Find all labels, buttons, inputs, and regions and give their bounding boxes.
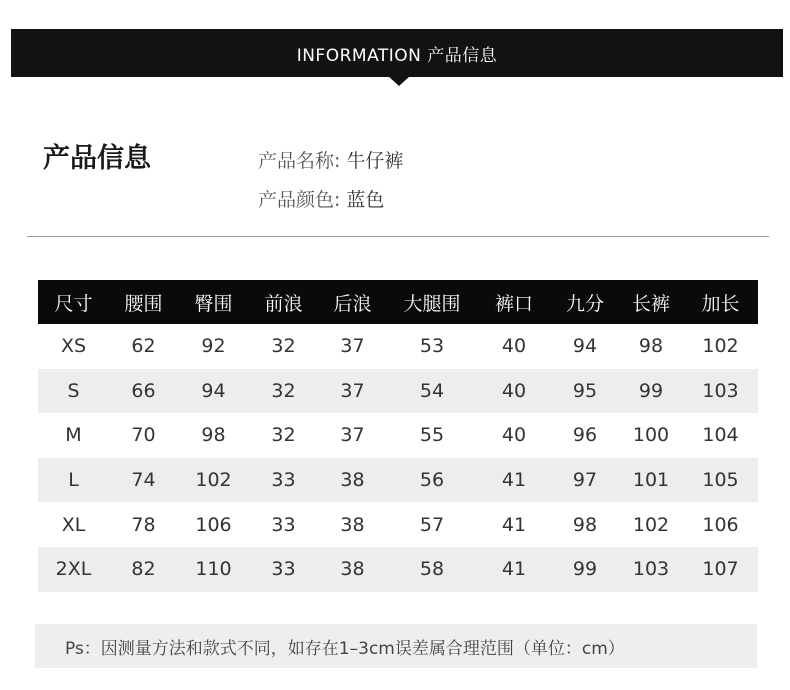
table-cell: 102 (632, 513, 670, 536)
table-cell: 38 (318, 547, 387, 592)
table-cell: 66 (109, 369, 178, 414)
table-cell: 94 (572, 335, 598, 358)
divider (27, 236, 769, 237)
table-cell: 2XL (38, 547, 109, 592)
table-cell: 107 (683, 547, 758, 592)
product-color-value: 蓝色 (346, 189, 385, 211)
table-cell: 32 (271, 335, 296, 358)
table-row (38, 547, 758, 592)
column-header: 长裤 (619, 280, 683, 324)
column-header: 尺寸 (38, 280, 109, 324)
info-banner (11, 29, 783, 77)
size-table (38, 280, 758, 592)
table-cell: XL (61, 513, 86, 536)
table-cell: 32 (249, 369, 318, 414)
table-cell: 41 (477, 547, 551, 592)
product-color-line (258, 181, 403, 220)
table-cell: 78 (131, 513, 156, 536)
table-cell: 70 (131, 424, 156, 447)
table-cell: S (38, 369, 109, 414)
table-cell: 58 (387, 547, 477, 592)
table-cell: 106 (702, 513, 739, 536)
table-cell: 53 (419, 335, 445, 358)
table-cell: 82 (109, 547, 178, 592)
column-header: 加长 (683, 280, 758, 324)
table-cell: 102 (178, 458, 249, 503)
table-cell: 94 (178, 369, 249, 414)
table-cell: 103 (619, 547, 683, 592)
table-row (38, 502, 758, 547)
column-header: 裤口 (477, 280, 551, 324)
column-header: 臀围 (178, 280, 249, 324)
table-header-row (38, 280, 758, 324)
table-cell: 101 (619, 458, 683, 503)
table-cell: 41 (477, 458, 551, 503)
table-cell: 57 (419, 513, 445, 536)
table-cell: 38 (340, 513, 365, 536)
table-cell: 56 (387, 458, 477, 503)
column-header: 大腿围 (387, 280, 477, 324)
table-cell: 95 (551, 369, 619, 414)
table-cell: 33 (249, 458, 318, 503)
table-cell: 33 (249, 547, 318, 592)
table-cell: 99 (551, 547, 619, 592)
table-cell: 54 (387, 369, 477, 414)
column-header: 九分 (551, 280, 619, 324)
table-row (38, 369, 758, 414)
table-cell: 96 (572, 424, 598, 447)
product-name-label: 产品名称: (258, 150, 341, 172)
table-cell: 105 (683, 458, 758, 503)
product-info (258, 142, 403, 220)
product-color-label: 产品颜色: (258, 189, 341, 211)
column-header: 后浪 (318, 280, 387, 324)
banner-title: INFORMATION 产品信息 (296, 45, 498, 66)
table-cell: 40 (501, 424, 527, 447)
column-header: 腰围 (109, 280, 178, 324)
product-name-value: 牛仔裤 (346, 150, 404, 172)
measurement-note-text: Ps：因测量方法和款式不同，如存在1–3cm误差属合理范围（单位：cm） (65, 638, 625, 659)
banner-arrow (388, 76, 410, 86)
measurement-note (35, 624, 757, 668)
table-row (38, 324, 758, 369)
table-cell: 40 (501, 335, 527, 358)
table-cell: 55 (419, 424, 445, 447)
table-cell: 106 (195, 513, 232, 536)
table-cell: 99 (619, 369, 683, 414)
table-cell: 37 (340, 424, 365, 447)
table-cell: 98 (638, 335, 664, 358)
info-heading: 产品信息 (43, 143, 151, 174)
column-header: 前浪 (249, 280, 318, 324)
table-cell: 98 (572, 513, 598, 536)
table-cell: 102 (702, 335, 739, 358)
table-cell: 97 (551, 458, 619, 503)
table-cell: M (65, 424, 82, 447)
table-cell: 62 (131, 335, 156, 358)
table-cell: XS (60, 335, 87, 358)
table-cell: 74 (109, 458, 178, 503)
table-cell: 103 (683, 369, 758, 414)
table-cell: 38 (318, 458, 387, 503)
table-row (38, 413, 758, 458)
table-cell: 100 (632, 424, 670, 447)
table-cell: 41 (501, 513, 527, 536)
table-cell: L (38, 458, 109, 503)
table-cell: 110 (178, 547, 249, 592)
table-cell: 40 (477, 369, 551, 414)
product-name-line (258, 142, 403, 181)
table-cell: 33 (271, 513, 296, 536)
table-row (38, 458, 758, 503)
table-cell: 104 (702, 424, 739, 447)
table-cell: 92 (201, 335, 226, 358)
table-cell: 98 (201, 424, 226, 447)
table-cell: 37 (340, 335, 365, 358)
table-cell: 32 (271, 424, 296, 447)
table-cell: 37 (318, 369, 387, 414)
